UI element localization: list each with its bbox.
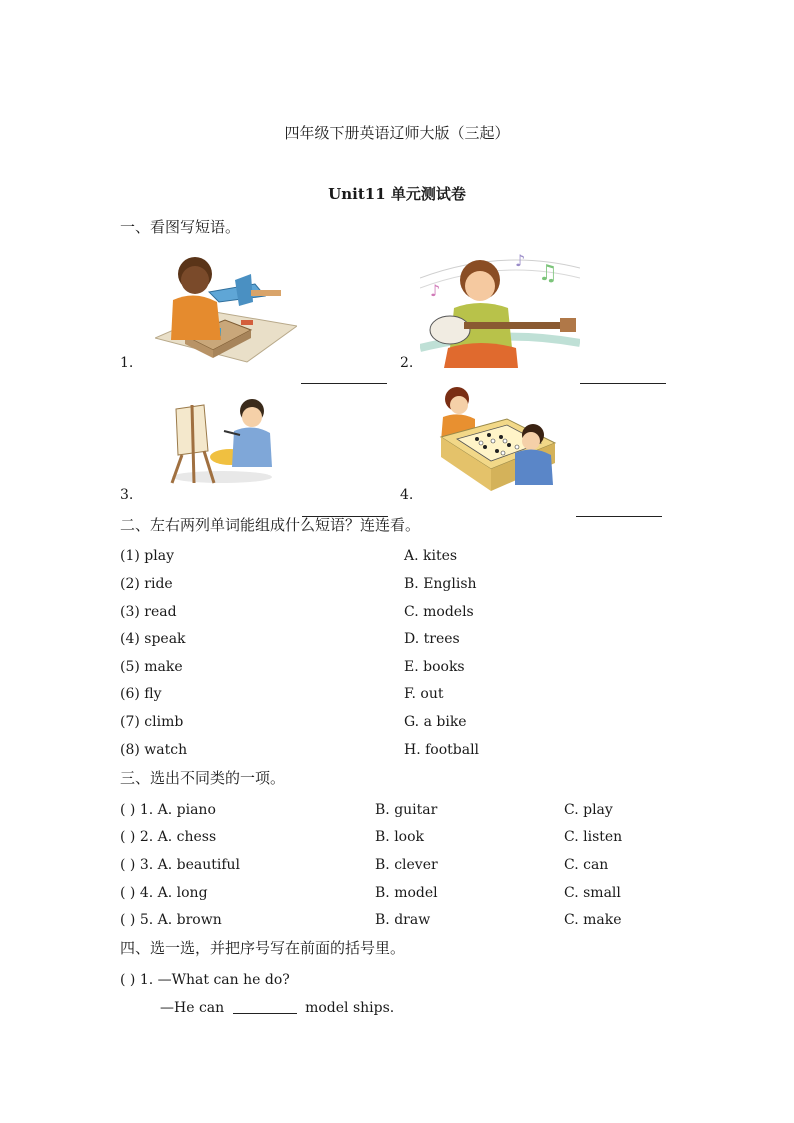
choice-row-1-c: C. play	[564, 802, 613, 818]
item-number-1: 1.	[120, 355, 134, 371]
svg-text:♪: ♪	[515, 251, 526, 270]
right-word-f: F. out	[404, 686, 444, 702]
answer-blank-2[interactable]	[580, 369, 666, 388]
right-word-c: C. models	[404, 604, 474, 620]
item-number-3: 3.	[120, 487, 134, 503]
choice-row-4-c: C. small	[564, 885, 621, 901]
left-word-3: (3) read	[120, 604, 177, 620]
right-word-g: G. a bike	[404, 714, 467, 730]
choice-row-5-a: ( ) 5. A. brown	[120, 912, 222, 928]
choice-row-3-b: B. clever	[375, 857, 438, 873]
question-1-line-1: ( ) 1. —What can he do?	[120, 972, 290, 988]
right-word-a: A. kites	[404, 548, 458, 564]
answer-blank-1[interactable]	[301, 369, 387, 388]
girl-playing-guitar-image	[420, 248, 580, 368]
left-word-4: (4) speak	[120, 631, 186, 647]
section2-heading: 二、左右两列单词能组成什么短语？连连看。	[120, 516, 421, 534]
right-word-h: H. football	[404, 742, 480, 758]
kids-playing-chess-image	[437, 385, 559, 495]
choice-row-3-c: C. can	[564, 857, 609, 873]
question-1-blank[interactable]	[233, 1012, 297, 1014]
choice-row-4-b: B. model	[375, 885, 438, 901]
svg-text:♪: ♪	[430, 281, 441, 300]
choice-row-5-b: B. draw	[375, 912, 431, 928]
choice-row-2-c: C. listen	[564, 829, 623, 845]
choice-row-5-c: C. make	[564, 912, 622, 928]
section3-heading: 三、选出不同类的一项。	[120, 769, 286, 787]
choice-row-2-b: B. look	[375, 829, 425, 845]
left-word-8: (8) watch	[120, 742, 188, 758]
left-word-5: (5) make	[120, 659, 183, 675]
section1-heading: 一、看图写短语。	[120, 218, 241, 236]
item-number-2: 2.	[400, 355, 414, 371]
left-word-1: (1) play	[120, 548, 174, 564]
answer-blank-4[interactable]	[576, 502, 662, 521]
section4-heading: 四、选一选，并把序号写在前面的括号里。	[120, 939, 406, 957]
left-word-7: (7) climb	[120, 714, 184, 730]
svg-text:♫: ♫	[538, 261, 558, 286]
choice-row-3-a: ( ) 3. A. beautiful	[120, 857, 241, 873]
right-word-e: E. books	[404, 659, 465, 675]
page-title: 四年级下册英语辽师大版（三起）	[284, 124, 510, 142]
right-word-b: B. English	[404, 576, 477, 592]
question-1-suffix: model ships.	[305, 1000, 395, 1016]
boy-making-model-image	[155, 250, 297, 368]
choice-row-4-a: ( ) 4. A. long	[120, 885, 208, 901]
choice-row-1-a: ( ) 1. A. piano	[120, 802, 216, 818]
page-subtitle: Unit11 单元测试卷	[328, 185, 466, 203]
question-1-prefix: —He can	[160, 1000, 225, 1016]
left-word-6: (6) fly	[120, 686, 162, 702]
item-number-4: 4.	[400, 487, 414, 503]
choice-row-2-a: ( ) 2. A. chess	[120, 829, 217, 845]
choice-row-1-b: B. guitar	[375, 802, 438, 818]
right-word-d: D. trees	[404, 631, 460, 647]
boy-painting-image	[168, 395, 276, 485]
left-word-2: (2) ride	[120, 576, 173, 592]
question-1-line-2	[160, 1000, 394, 1016]
